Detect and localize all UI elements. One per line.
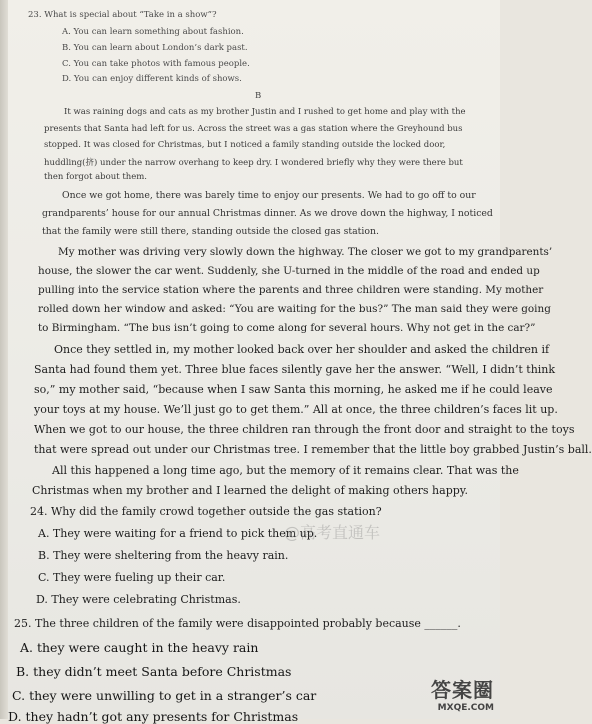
site-logo-watermark — [431, 674, 494, 713]
q23-stem: 23. What is special about “Take in a show”? — [28, 10, 217, 20]
passage-line: house, the slower the car went. Suddenly, she U-turned in the middle of the road and ended up — [38, 265, 540, 277]
passage-line: that the family were still there, standing outside the closed gas station. — [42, 226, 379, 237]
q25-option-c: C. they were unwilling to get in a stranger’s car — [12, 688, 317, 703]
passage-line: presents that Santa had left for us. Across the street was a gas station where the Greyhound bus — [44, 124, 463, 134]
q23-option-b: B. You can learn about London’s dark past. — [62, 43, 248, 53]
q25-option-b: B. they didn’t meet Santa before Christmas — [16, 664, 292, 679]
q24-option-a: A. They were waiting for a friend to pick them up. — [38, 527, 318, 540]
passage-line: to Birmingham. “The bus isn’t going to come along for several hours. Why not get in the car?” — [38, 322, 536, 334]
exam-page — [8, 0, 592, 724]
passage-line: that were spread out under our Christmas tree. I remember that the little boy grabbed Justin’s ball. — [34, 443, 592, 456]
passage-line: your toys at my house. We’ll just go to get them.” All at once, the three children’s faces lit up. — [34, 403, 558, 416]
q25-option-a: A. they were caught in the heavy rain — [20, 640, 259, 655]
passage-line: It was raining dogs and cats as my brother Justin and I rushed to get home and play with the — [64, 107, 466, 117]
passage-line: pulling into the service station where the parents and three children were standing. My mother — [38, 284, 544, 296]
passage-line: Santa had found them yet. Three blue faces silently gave her the answer. “Well, I didn’t think — [34, 363, 556, 376]
q24-option-d: D. They were celebrating Christmas. — [36, 593, 241, 606]
passage-line: Once they settled in, my mother looked back over her shoulder and asked the children if — [54, 343, 550, 356]
center-watermark: @高考直通车 — [284, 523, 381, 542]
passage-line: stopped. It was closed for Christmas, but I noticed a family standing outside the locked door, — [44, 140, 446, 150]
passage-line: then forgot about them. — [44, 172, 148, 182]
passage-line: All this happened a long time ago, but the memory of it remains clear. That was the — [52, 464, 519, 477]
logo-url-text: MXQE.COM — [437, 703, 494, 713]
section-label: B — [255, 91, 262, 101]
passage-line: Once we got home, there was barely time to enjoy our presents. We had to go off to our — [62, 190, 476, 201]
passage-line: When we got to our house, the three children ran through the front door and straight to the toys — [34, 423, 575, 436]
passage-line: My mother was driving very slowly down the highway. The closer we got to my grandparents’ — [58, 246, 553, 258]
passage-line: grandparents’ house for our annual Christmas dinner. As we drove down the highway, I noticed — [42, 208, 493, 219]
q24-option-b: B. They were sheltering from the heavy rain. — [38, 549, 289, 562]
q23-option-c: C. You can take photos with famous people. — [62, 59, 250, 69]
passage-line: so,” my mother said, “because when I saw Santa this morning, he asked me if he could leave — [34, 383, 553, 396]
q25-option-d: D. they hadn’t got any presents for Christmas — [8, 709, 299, 724]
passage-line: rolled down her window and asked: “You are waiting for the bus?” The man said they were going — [38, 303, 551, 315]
q23-option-d: D. You can enjoy different kinds of shows. — [62, 74, 242, 84]
q24-option-c: C. They were fueling up their car. — [38, 571, 226, 584]
q25-stem: 25. The three children of the family were disappointed probably because ______. — [14, 617, 461, 630]
q23-option-a: A. You can learn something about fashion. — [62, 27, 244, 37]
q24-stem: 24. Why did the family crowd together outside the gas station? — [30, 505, 382, 518]
passage-line: huddling(挤) under the narrow overhang to keep dry. I wondered briefly why they were there but — [44, 158, 463, 168]
passage-line: Christmas when my brother and I learned the delight of making others happy. — [32, 484, 469, 497]
logo-main-text: 答案圈 — [431, 678, 494, 702]
